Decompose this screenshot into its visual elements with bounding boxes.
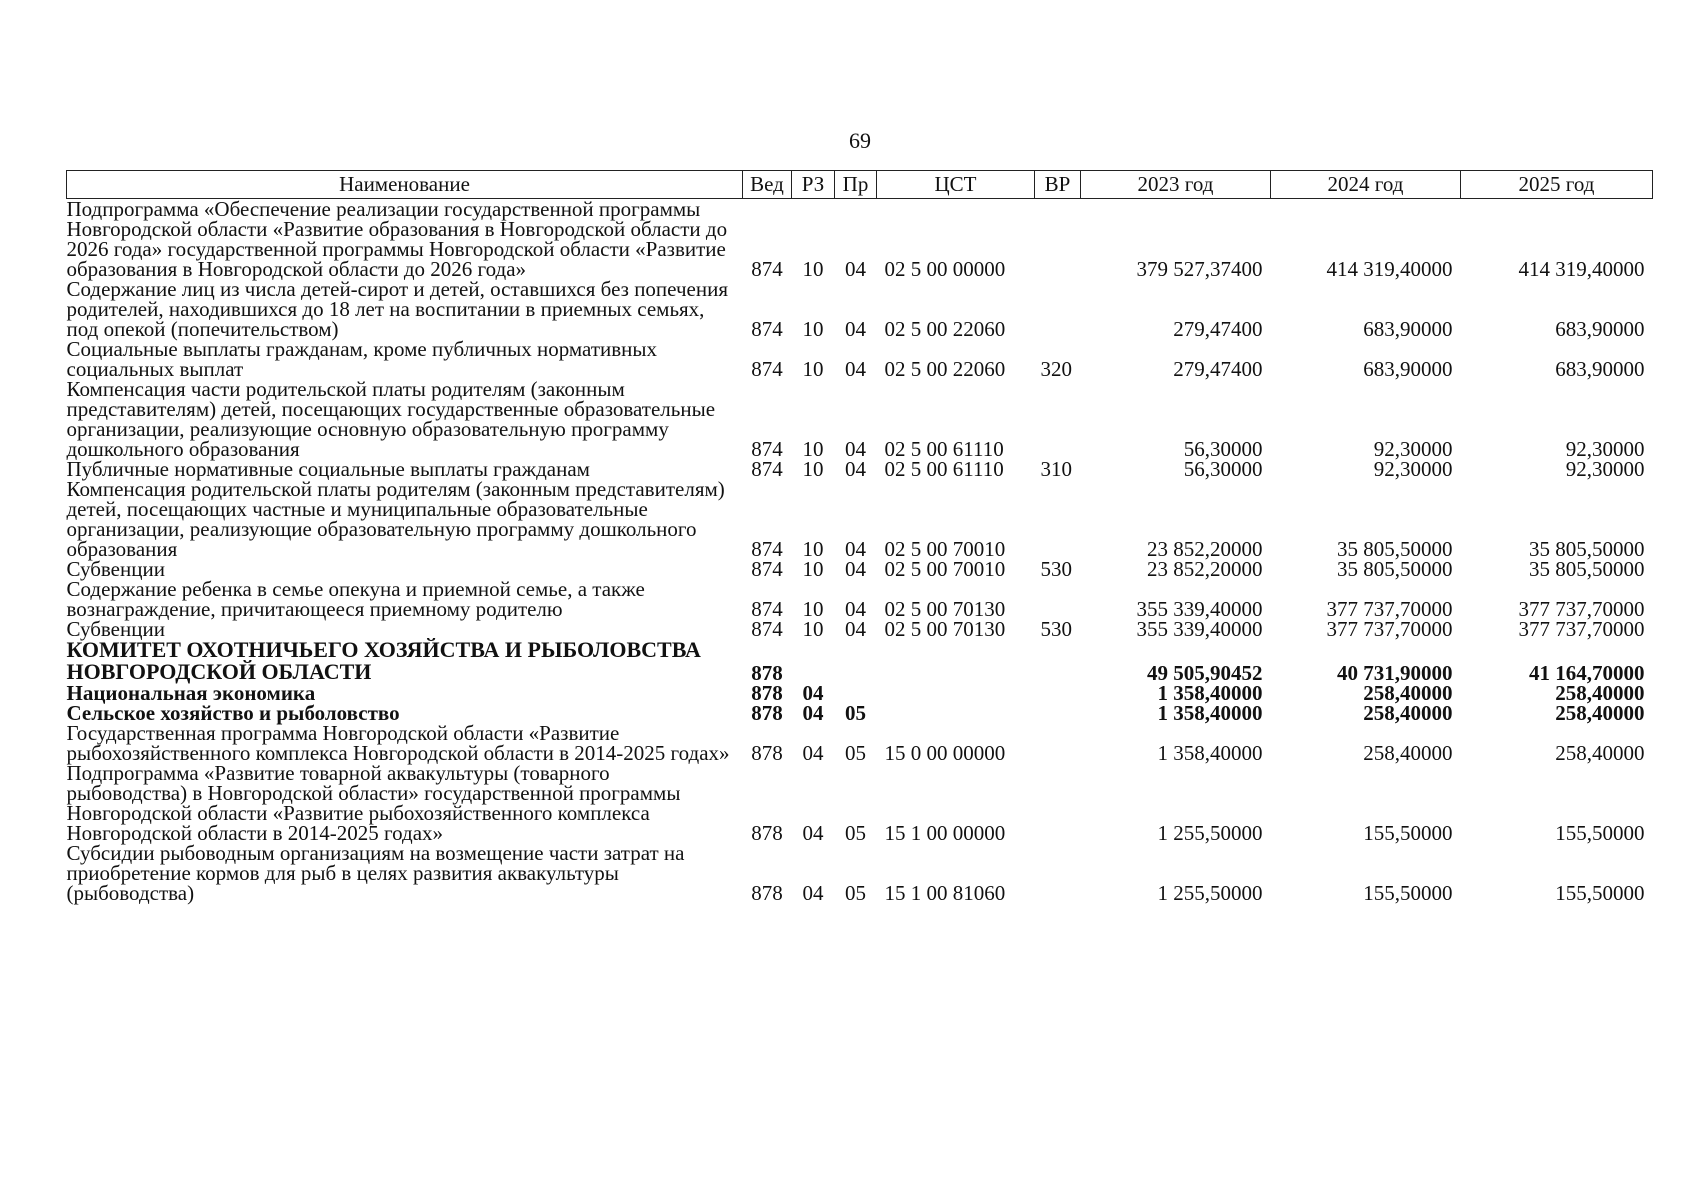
row-value-2025: 35 805,50000 <box>1529 537 1645 561</box>
row-value-2025: 683,90000 <box>1555 317 1645 341</box>
row-value-2025: 414 319,40000 <box>1518 257 1645 281</box>
table-row <box>67 579 1653 619</box>
row-value-2025: 377 737,70000 <box>1518 617 1645 641</box>
row-value-2024: 683,90000 <box>1363 317 1453 341</box>
row-vr <box>1035 579 1081 619</box>
row-value-2024: 258,40000 <box>1363 701 1453 725</box>
row-value-2023: 279,47400 <box>1173 357 1263 381</box>
row-pr: 04 <box>845 257 866 281</box>
row-rz: 04 <box>802 821 824 845</box>
row-value-2023: 1 255,50000 <box>1157 881 1263 905</box>
row-pr: 04 <box>845 317 866 341</box>
table-row <box>67 279 1653 339</box>
table-row <box>67 723 1653 763</box>
row-value-2024: 155,50000 <box>1363 881 1453 905</box>
row-name: Сельское хозяйство и рыболовство <box>66 701 400 725</box>
row-pr: 05 <box>845 741 866 765</box>
row-rz: 10 <box>802 597 824 621</box>
table-row <box>67 559 1653 579</box>
row-ved: 874 <box>751 317 783 341</box>
row-value-2023: 1 358,40000 <box>1157 741 1263 765</box>
row-rz: 04 <box>802 681 824 705</box>
row-cst: 02 5 00 00000 <box>884 257 1006 281</box>
row-cst: 02 5 00 70010 <box>884 557 1006 581</box>
row-value-2024: 40 731,90000 <box>1337 661 1453 685</box>
row-vr <box>1035 703 1081 723</box>
row-cst <box>877 703 1035 723</box>
table-row <box>67 683 1653 703</box>
row-vr: 530 <box>1040 617 1072 641</box>
header-2025: 2025 год <box>1461 171 1653 199</box>
row-ved: 878 <box>751 881 783 905</box>
row-name: Содержание лиц из числа детей-сирот и детей, оставшихся без попечения родителей, находившихся до 18 лет на воспитании в приемных семьях, под опекой (попечительством) <box>66 277 728 341</box>
table-row <box>67 843 1653 903</box>
header-2024: 2024 год <box>1271 171 1461 199</box>
row-value-2024: 92,30000 <box>1373 457 1453 481</box>
row-vr <box>1035 683 1081 703</box>
row-cst: 02 5 00 22060 <box>884 357 1006 381</box>
row-value-2025: 258,40000 <box>1555 741 1645 765</box>
row-value-2025: 683,90000 <box>1555 357 1645 381</box>
row-pr <box>835 683 877 703</box>
row-cst: 02 5 00 70130 <box>884 617 1006 641</box>
table-row <box>67 639 1653 683</box>
row-rz: 10 <box>802 357 824 381</box>
row-name: Компенсация части родительской платы родителям (законным представителям) детей, посещающих государственные образовательные организации, реализующие основную образовательную программу дошкольного образования <box>66 377 716 461</box>
row-value-2024: 155,50000 <box>1363 821 1453 845</box>
row-cst: 15 1 00 81060 <box>884 881 1006 905</box>
row-name: Субвенции <box>66 617 165 641</box>
row-vr <box>1035 479 1081 559</box>
row-rz: 10 <box>802 437 824 461</box>
row-cst <box>877 683 1035 703</box>
row-rz: 10 <box>802 257 824 281</box>
row-value-2023: 23 852,20000 <box>1147 537 1263 561</box>
table-row <box>67 479 1653 559</box>
row-pr: 04 <box>845 597 866 621</box>
header-vr: ВР <box>1035 171 1081 199</box>
row-pr: 04 <box>845 537 866 561</box>
header-cst: ЦСТ <box>877 171 1035 199</box>
row-name: Компенсация родительской платы родителям (законным представителям) детей, посещающих частные и муниципальные образовательные организации, реализующие образовательную программу дошкольного образования <box>66 477 725 561</box>
row-cst: 15 0 00 00000 <box>884 741 1006 765</box>
row-pr <box>835 639 877 683</box>
table-row <box>67 379 1653 459</box>
row-ved: 874 <box>751 597 783 621</box>
row-ved: 874 <box>751 537 783 561</box>
row-value-2023: 355 339,40000 <box>1136 617 1263 641</box>
row-value-2023: 279,47400 <box>1173 317 1263 341</box>
row-name: Содержание ребенка в семье опекуна и приемной семье, а также вознаграждение, причитающееся приемному родителю <box>66 577 645 621</box>
table-row <box>67 199 1653 280</box>
row-value-2023: 1 255,50000 <box>1157 821 1263 845</box>
row-value-2024: 414 319,40000 <box>1326 257 1453 281</box>
row-pr: 05 <box>845 701 866 725</box>
row-ved: 874 <box>751 617 783 641</box>
row-vr <box>1035 279 1081 339</box>
row-value-2023: 49 505,90452 <box>1147 661 1263 685</box>
row-value-2023: 355 339,40000 <box>1136 597 1263 621</box>
row-rz: 10 <box>802 537 824 561</box>
row-ved: 874 <box>751 437 783 461</box>
row-rz: 04 <box>802 881 824 905</box>
header-pr: Пр <box>835 171 877 199</box>
row-rz: 10 <box>802 457 824 481</box>
row-name: Субвенции <box>66 557 165 581</box>
row-value-2024: 258,40000 <box>1363 741 1453 765</box>
row-name: Публичные нормативные социальные выплаты гражданам <box>66 457 590 481</box>
row-cst: 02 5 00 70010 <box>884 537 1006 561</box>
row-pr: 04 <box>845 557 866 581</box>
row-value-2023: 379 527,37400 <box>1136 257 1263 281</box>
table-row <box>67 339 1653 379</box>
row-value-2025: 155,50000 <box>1555 881 1645 905</box>
row-rz: 10 <box>802 557 824 581</box>
row-value-2024: 683,90000 <box>1363 357 1453 381</box>
row-rz <box>792 639 835 683</box>
row-name: Национальная экономика <box>66 681 316 705</box>
row-name: Социальные выплаты гражданам, кроме публичных нормативных социальных выплат <box>66 337 658 381</box>
row-cst: 02 5 00 61110 <box>884 457 1004 481</box>
header-2023: 2023 год <box>1081 171 1271 199</box>
row-ved: 878 <box>751 681 783 705</box>
row-name: Субсидии рыбоводным организациям на возмещение части затрат на приобретение кормов для рыб в целях развития аквакультуры (рыбоводства) <box>66 841 685 905</box>
row-pr: 04 <box>845 357 866 381</box>
table-row <box>67 703 1653 723</box>
row-vr <box>1035 379 1081 459</box>
row-vr <box>1035 843 1081 903</box>
row-value-2024: 92,30000 <box>1373 437 1453 461</box>
row-value-2023: 1 358,40000 <box>1157 681 1263 705</box>
row-ved: 878 <box>751 821 783 845</box>
row-name: КОМИТЕТ ОХОТНИЧЬЕГО ХОЗЯЙСТВА И РЫБОЛОВСТВА НОВГОРОДСКОЙ ОБЛАСТИ <box>66 637 701 684</box>
header-name: Наименование <box>67 171 743 199</box>
row-value-2024: 35 805,50000 <box>1337 557 1453 581</box>
row-ved: 878 <box>751 661 783 685</box>
budget-table <box>66 170 1653 903</box>
row-value-2025: 258,40000 <box>1555 681 1645 705</box>
table-body <box>67 199 1653 904</box>
row-vr <box>1035 763 1081 843</box>
row-cst <box>877 639 1035 683</box>
row-ved: 878 <box>751 741 783 765</box>
row-ved: 874 <box>751 557 783 581</box>
row-name: Государственная программа Новгородской области «Развитие рыбохозяйственного комплекса Новгородской области в 2014-2025 годах» <box>66 721 730 765</box>
row-ved: 878 <box>751 701 783 725</box>
row-pr: 04 <box>845 617 866 641</box>
table-header <box>67 171 1653 199</box>
row-cst: 02 5 00 61110 <box>884 437 1004 461</box>
row-value-2023: 1 358,40000 <box>1157 701 1263 725</box>
row-value-2024: 377 737,70000 <box>1326 617 1453 641</box>
row-ved: 874 <box>751 457 783 481</box>
row-rz: 10 <box>802 617 824 641</box>
row-vr: 530 <box>1040 557 1072 581</box>
row-value-2023: 56,30000 <box>1183 457 1263 481</box>
page-number: 69 <box>849 128 871 153</box>
header-ved: Вед <box>743 171 792 199</box>
row-value-2025: 35 805,50000 <box>1529 557 1645 581</box>
row-value-2024: 258,40000 <box>1363 681 1453 705</box>
row-name: Подпрограмма «Обеспечение реализации государственной программы Новгородской области «Развитие образования в Новгородской области до 2026 года» государственной программы Новгородской области «Развитие образования в Новгородской области до 2026 года» <box>66 197 728 281</box>
row-rz: 04 <box>802 741 824 765</box>
row-value-2024: 377 737,70000 <box>1326 597 1453 621</box>
row-pr: 04 <box>845 457 866 481</box>
row-vr: 320 <box>1040 357 1072 381</box>
row-vr <box>1035 199 1081 280</box>
row-value-2023: 56,30000 <box>1183 437 1263 461</box>
row-pr: 04 <box>845 437 866 461</box>
row-cst: 15 1 00 00000 <box>884 821 1006 845</box>
row-value-2025: 92,30000 <box>1565 457 1645 481</box>
row-ved: 874 <box>751 257 783 281</box>
row-value-2023: 23 852,20000 <box>1147 557 1263 581</box>
row-name: Подпрограмма «Развитие товарной аквакультуры (товарного рыбоводства) в Новгородской области» государственной программы Новгородской области «Развитие рыбохозяйственного комплекса Новгородской области в 2014-2025 годах» <box>66 761 681 845</box>
table-row <box>67 459 1653 479</box>
row-cst: 02 5 00 70130 <box>884 597 1006 621</box>
row-value-2025: 155,50000 <box>1555 821 1645 845</box>
row-value-2025: 258,40000 <box>1555 701 1645 725</box>
row-pr: 05 <box>845 821 866 845</box>
row-rz: 10 <box>802 317 824 341</box>
row-vr <box>1035 723 1081 763</box>
row-rz: 04 <box>802 701 824 725</box>
header-rz: РЗ <box>792 171 835 199</box>
row-vr <box>1035 639 1081 683</box>
row-value-2025: 41 164,70000 <box>1529 661 1645 685</box>
row-vr: 310 <box>1040 457 1072 481</box>
table-row <box>67 619 1653 639</box>
row-value-2025: 377 737,70000 <box>1518 597 1645 621</box>
row-cst: 02 5 00 22060 <box>884 317 1006 341</box>
table-row <box>67 763 1653 843</box>
row-value-2024: 35 805,50000 <box>1337 537 1453 561</box>
row-pr: 05 <box>845 881 866 905</box>
row-ved: 874 <box>751 357 783 381</box>
row-value-2025: 92,30000 <box>1565 437 1645 461</box>
